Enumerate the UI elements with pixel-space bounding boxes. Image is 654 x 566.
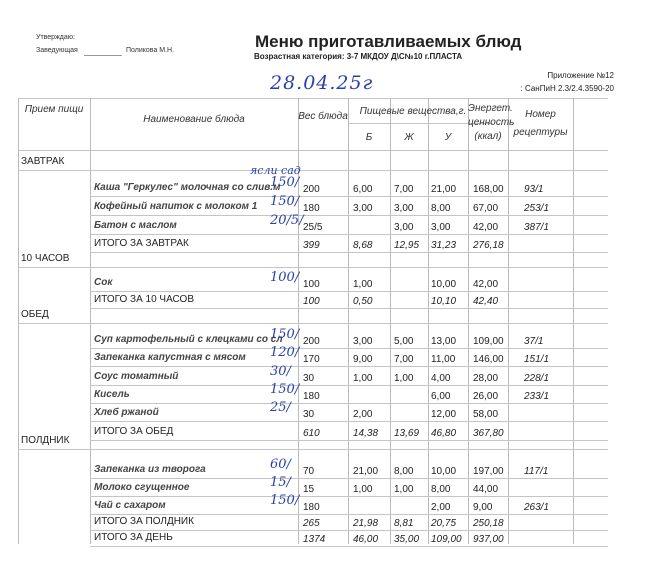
fat-value: 5,00 xyxy=(394,336,414,347)
energy-value: 9,00 xyxy=(473,502,493,513)
row-divider xyxy=(90,514,608,515)
recipe-number: 93/1 xyxy=(524,184,544,195)
section-label: ЗАВТРАК xyxy=(21,156,65,167)
row-divider xyxy=(90,421,608,422)
weight-value: 265 xyxy=(303,518,320,529)
total-label: ИТОГО ЗА ЗАВТРАК xyxy=(94,238,189,249)
protein-value: 1,00 xyxy=(353,279,373,290)
carbs-value: 8,00 xyxy=(431,484,451,495)
col-dish: Наименование блюда xyxy=(143,114,245,125)
protein-value: 2,00 xyxy=(353,409,373,420)
dish-name: Батон с маслом xyxy=(94,220,177,231)
energy-value: 42,40 xyxy=(473,296,499,307)
total-label: ИТОГО ЗА 10 ЧАСОВ xyxy=(94,294,194,305)
dish-name: Каша "Геркулес" молочная со слив.м xyxy=(94,182,281,193)
protein-value: 9,00 xyxy=(353,354,373,365)
protein-value: 46,00 xyxy=(353,534,379,545)
total-label: ИТОГО ЗА ПОЛДНИК xyxy=(94,516,194,527)
weight-value: 610 xyxy=(303,428,320,439)
handwritten-portion: 150/ xyxy=(270,382,300,397)
handwritten-portion: 20/5/ xyxy=(270,213,304,228)
weight-value: 1374 xyxy=(303,534,326,545)
handwritten-portion: 150/ xyxy=(270,327,300,342)
weight-value: 15 xyxy=(303,484,315,495)
handwritten-portion: 150/ xyxy=(270,175,300,190)
col-u: У xyxy=(444,132,452,143)
weight-value: 200 xyxy=(303,336,320,347)
row-divider xyxy=(90,308,608,309)
handwritten-portion: 15/ xyxy=(270,475,291,490)
fat-value: 3,00 xyxy=(394,203,414,214)
section-label: ПОЛДНИК xyxy=(21,435,70,446)
dish-name: Соус томатный xyxy=(94,371,179,382)
recipe-number: 37/1 xyxy=(524,336,544,347)
fat-value: 7,00 xyxy=(394,354,414,365)
energy-value: 168,00 xyxy=(473,184,504,195)
weight-value: 25/5 xyxy=(303,222,323,233)
weight-value: 170 xyxy=(303,354,320,365)
col-weight: Вес блюда xyxy=(298,111,348,122)
energy-value: 197,00 xyxy=(473,466,504,477)
row-divider xyxy=(90,440,608,441)
section-label: ОБЕД xyxy=(21,309,49,320)
appendix-label: Приложение №12 xyxy=(547,71,614,80)
row-divider xyxy=(90,348,608,349)
total-label: ИТОГО ЗА ДЕНЬ xyxy=(94,532,173,543)
energy-value: 58,00 xyxy=(473,409,499,420)
row-divider xyxy=(90,478,608,479)
head-name: Поликова М.Н. xyxy=(126,47,175,54)
energy-value: 28,00 xyxy=(473,373,499,384)
protein-value: 6,00 xyxy=(353,184,373,195)
section-label: 10 ЧАСОВ xyxy=(21,253,70,264)
protein-value: 1,00 xyxy=(353,373,373,384)
carbs-value: 46,80 xyxy=(431,428,457,439)
carbs-value: 10,10 xyxy=(431,296,457,307)
energy-value: 42,00 xyxy=(473,222,499,233)
handwritten-portion: 30/ xyxy=(270,364,291,379)
protein-value: 14,38 xyxy=(353,428,379,439)
protein-value: 21,00 xyxy=(353,466,379,477)
handwritten-portion: 120/ xyxy=(270,345,300,360)
handwritten-portion: 150/ xyxy=(270,194,300,209)
col-b: Б xyxy=(365,132,373,143)
weight-value: 30 xyxy=(303,373,315,384)
fat-value: 1,00 xyxy=(394,373,414,384)
carbs-value: 109,00 xyxy=(431,534,462,545)
sanpin-label: : СанПиН 2.3/2.4.3590-20 xyxy=(520,84,614,93)
weight-value: 100 xyxy=(303,279,320,290)
row-divider xyxy=(90,196,608,197)
row-divider xyxy=(18,449,608,450)
carbs-value: 21,00 xyxy=(431,184,457,195)
energy-value: 26,00 xyxy=(473,391,499,402)
row-divider xyxy=(90,403,608,404)
row-divider xyxy=(90,252,608,253)
fat-value: 7,00 xyxy=(394,184,414,195)
weight-value: 399 xyxy=(303,240,320,251)
fat-value: 3,00 xyxy=(394,222,414,233)
weight-value: 180 xyxy=(303,203,320,214)
energy-value: 367,80 xyxy=(473,428,504,439)
position-label: Заведующая xyxy=(36,47,78,54)
energy-value: 146,00 xyxy=(473,354,504,365)
carbs-value: 31,23 xyxy=(431,240,457,251)
protein-value: 3,00 xyxy=(353,203,373,214)
carbs-value: 8,00 xyxy=(431,203,451,214)
row-divider xyxy=(90,234,608,235)
protein-value: 1,00 xyxy=(353,484,373,495)
dish-name: Хлеб ржаной xyxy=(94,407,159,418)
row-divider xyxy=(90,366,608,367)
energy-value: 109,00 xyxy=(473,336,504,347)
recipe-number: 233/1 xyxy=(524,391,550,402)
col-zh: Ж xyxy=(404,132,414,143)
age-category: Возрастная категория: 3-7 МКДОУ Д\С№10 г.ПЛАСТА xyxy=(254,52,463,61)
approve-label: Утверждаю: xyxy=(36,34,75,41)
row-divider xyxy=(90,546,608,547)
weight-value: 200 xyxy=(303,184,320,195)
weight-value: 180 xyxy=(303,502,320,513)
fat-value: 12,95 xyxy=(394,240,420,251)
carbs-value: 10,00 xyxy=(431,279,457,290)
fat-value: 8,81 xyxy=(394,518,414,529)
carbs-value: 3,00 xyxy=(431,222,451,233)
col-nutrients: Пищевые вещества,г. xyxy=(359,106,467,117)
dish-name: Запеканка из творога xyxy=(94,464,206,475)
carbs-value: 12,00 xyxy=(431,409,457,420)
page-title: Меню приготавливаемых блюд xyxy=(255,32,522,51)
carbs-value: 20,75 xyxy=(431,518,457,529)
row-divider xyxy=(18,170,608,171)
energy-value: 42,00 xyxy=(473,279,499,290)
signature-line xyxy=(84,55,122,56)
carbs-value: 4,00 xyxy=(431,373,451,384)
carbs-value: 10,00 xyxy=(431,466,457,477)
row-divider xyxy=(90,496,608,497)
col-recipe: Номер рецептуры xyxy=(513,109,568,138)
weight-value: 180 xyxy=(303,391,320,402)
weight-value: 100 xyxy=(303,296,320,307)
row-divider xyxy=(90,385,608,386)
energy-value: 276,18 xyxy=(473,240,504,251)
recipe-number: 387/1 xyxy=(524,222,550,233)
menu-table xyxy=(18,98,608,544)
carbs-value: 11,00 xyxy=(431,354,456,365)
total-label: ИТОГО ЗА ОБЕД xyxy=(94,426,174,437)
row-divider xyxy=(18,323,608,324)
protein-value: 8,68 xyxy=(353,240,373,251)
protein-value: 21,98 xyxy=(353,518,379,529)
fat-value: 1,00 xyxy=(394,484,414,495)
dish-name: Суп картофельный с клецками со сл xyxy=(94,334,283,345)
recipe-number: 228/1 xyxy=(524,373,550,384)
col-energy: Энергет. ценность (ккал) xyxy=(468,103,515,142)
handwritten-portion: 150/ xyxy=(270,493,300,508)
dish-name: Молоко сгущенное xyxy=(94,482,190,493)
handwritten-note: ясли сад xyxy=(250,164,301,177)
dish-name: Запеканка капустная с мясом xyxy=(94,352,246,363)
carbs-value: 6,00 xyxy=(431,391,451,402)
carbs-value: 13,00 xyxy=(431,336,457,347)
handwritten-portion: 60/ xyxy=(270,457,291,472)
carbs-value: 2,00 xyxy=(431,502,451,513)
row-divider xyxy=(90,215,608,216)
protein-value: 0,50 xyxy=(353,296,373,307)
weight-value: 70 xyxy=(303,466,315,477)
dish-name: Кисель xyxy=(94,389,130,400)
row-divider xyxy=(18,267,608,268)
energy-value: 67,00 xyxy=(473,203,499,214)
handwritten-portion: 25/ xyxy=(270,400,291,415)
recipe-number: 253/1 xyxy=(524,203,550,214)
handwritten-portion: 100/ xyxy=(270,270,300,285)
dish-name: Сок xyxy=(94,277,113,288)
energy-value: 937,00 xyxy=(473,534,504,545)
fat-value: 13,69 xyxy=(394,428,420,439)
protein-value: 3,00 xyxy=(353,336,373,347)
recipe-number: 263/1 xyxy=(524,502,550,513)
row-divider xyxy=(90,291,608,292)
recipe-number: 151/1 xyxy=(524,354,550,365)
recipe-number: 117/1 xyxy=(524,466,549,477)
fat-value: 35,00 xyxy=(394,534,420,545)
dish-name: Чай с сахаром xyxy=(94,500,166,511)
weight-value: 30 xyxy=(303,409,315,420)
handwritten-date: 28.04.25г xyxy=(270,72,374,94)
row-divider xyxy=(90,530,608,531)
energy-value: 250,18 xyxy=(473,518,504,529)
energy-value: 44,00 xyxy=(473,484,499,495)
col-meal: Прием пищи xyxy=(24,104,84,115)
dish-name: Кофейный напиток с молоком 1 xyxy=(94,201,258,212)
fat-value: 8,00 xyxy=(394,466,414,477)
